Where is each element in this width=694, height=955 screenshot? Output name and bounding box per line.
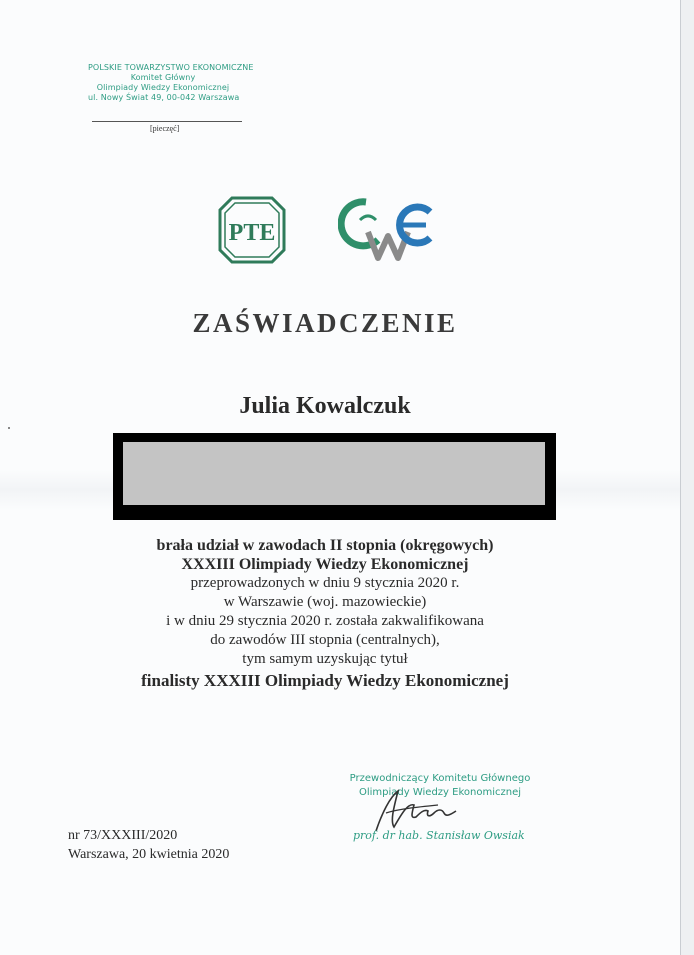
role-line: Olimpiady Wiedzy Ekonomicznej [358,787,522,798]
body-line: w Warszawie (woj. mazowieckie) [223,594,427,610]
body-line: przeprowadzonych w dniu 9 stycznia 2020 r. [190,575,460,591]
stamp-label: [pieczęć] [150,124,180,133]
reference-number: nr 73/XXXIII/2020 [68,828,178,843]
body-line: brała udział w zawodach II stopnia (okręgowych) [156,537,494,554]
document-reference [68,826,229,864]
recipient-name: Julia Kowalczuk [239,393,411,419]
body-line: XXXIII Olimpiady Wiedzy Ekonomicznej [181,556,469,573]
speck [8,427,10,429]
signer-name: prof. dr hab. Stanisław Owsiak [353,829,525,842]
pte-logo-text: PTE [228,220,276,246]
stamp-underline [92,121,242,122]
owe-logo [338,196,434,262]
body-line-title: finalisty XXXIII Olimpiady Wiedzy Ekonomicznej [141,671,509,690]
body-line: do zawodów III stopnia (centralnych), [210,632,440,648]
organization-stamp [88,63,254,103]
redaction-box [113,433,556,520]
role-line: Przewodniczący Komitetu Głównego [349,773,531,784]
place-date: Warszawa, 20 kwietnia 2020 [68,847,230,862]
document-title: ZAŚWIADCZENIE [192,308,458,338]
stamp-line: Komitet Główny [130,73,196,82]
certificate-body [0,536,650,690]
pte-logo [218,196,286,264]
stamp-line: Olimpiady Wiedzy Ekonomicznej [96,83,230,92]
body-line: tym samym uzyskując tytuł [242,651,408,667]
body-line: i w dniu 29 stycznia 2020 r. została zakwalifikowana [166,613,484,629]
stamp-line: POLSKIE TOWARZYSTWO EKONOMICZNE [88,63,254,72]
stamp-line: ul. Nowy Świat 49, 00-042 Warszawa [88,93,240,102]
redaction-fill [123,442,545,505]
